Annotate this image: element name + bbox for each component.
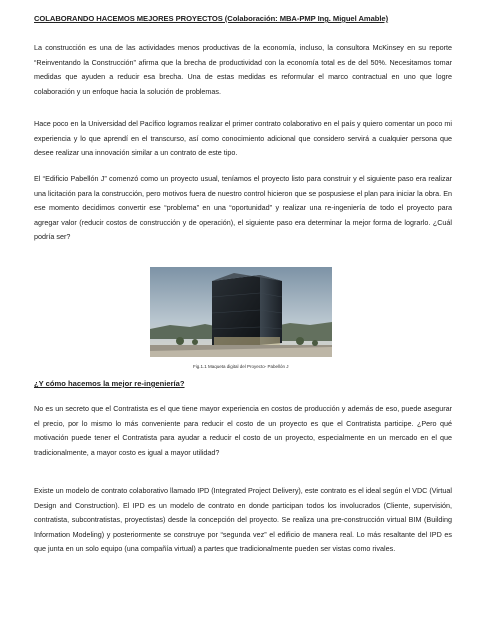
paragraph-university: Hace poco en la Universidad del Pacífico logramos realizar el primer contrato colaborativo en el país y quiero comentar un poco mi experiencia y lo que aprendí en el transcurso, así como conocimiento adicional que considero servirá a cualquier persona que desee realizar una innovación similar a un contrato de este tipo. bbox=[34, 119, 452, 158]
section-heading: ¿Y cómo hacemos la mejor re-ingeniería? bbox=[34, 379, 185, 388]
figure-caption: Fig.1.1 Maqueta digital del Proyecto- Pabellón J bbox=[193, 364, 289, 369]
paragraph-contractor: No es un secreto que el Contratista es el que tiene mayor experiencia en costos de producción y además de eso, puede asegurar el precio, por lo mismo lo más conveniente para reducir el costo de un proyecto es que el Contratista participe. ¿Pero qué motivación puede tener el Contratista para ayudar a reducir el costo de un proyecto, especialmente en un mercado en el que tradicionalmente, a mayor costo es igual a mayor utilidad? bbox=[34, 404, 452, 457]
document-title: COLABORANDO HACEMOS MEJORES PROYECTOS (Colaboración: MBA-PMP Ing. Miguel Amable) bbox=[34, 14, 389, 23]
paragraph-ipd: Existe un modelo de contrato colaborativo llamado IPD (Integrated Project Delivery), este contrato es el ideal según el VDC (Virtual Design and Construction). El IPD es un modelo de contrato en donde participan todos los involucrados (Cliente, supervisión, contratista, subcontratistas, proyectistas) desde la concepción del proyecto. Se realiza una pre-construcción virtual BIM (Building Information Modeling) y posteriormente se construye por “segunda vez” el edificio de manera real. Lo más resaltante del IPD es que junta en un solo equipo (una compañía virtual) a partes que tradicionalmente pueden ser vistas como rivales. bbox=[34, 486, 452, 554]
building-rendering-image bbox=[150, 267, 332, 357]
paragraph-pabellon: El “Edificio Pabellón J” comenzó como un proyecto usual, teníamos el proyecto listo para construir y el siguiente paso era realizar una licitación para la construcción, pero motivos fuera de nuestro control hicieron que se pospusiese el plan para iniciar la obra. En ese momento decidimos convertir ese “problema” en una “oportunidad” y realizar una re-ingeniería de todo el proyecto para agregar valor (reducir costos de construcción y de operación), el siguiente paso era determinar la mejor forma de lograrlo. ¿Cuál podría ser? bbox=[34, 174, 452, 242]
paragraph-intro: La construcción es una de las actividades menos productivas de la economía, incluso, la consultora McKinsey en su reporte “Reinventando la Construcción” afirma que la brecha de productividad con la economía total es de del 50%. Necesitamos tomar medidas que ayuden a reducir esa brecha. Una de estas medidas es reformular el marco contractual en uno que logre colaboración y un enfoque hacia la solución de problemas. bbox=[34, 43, 452, 96]
